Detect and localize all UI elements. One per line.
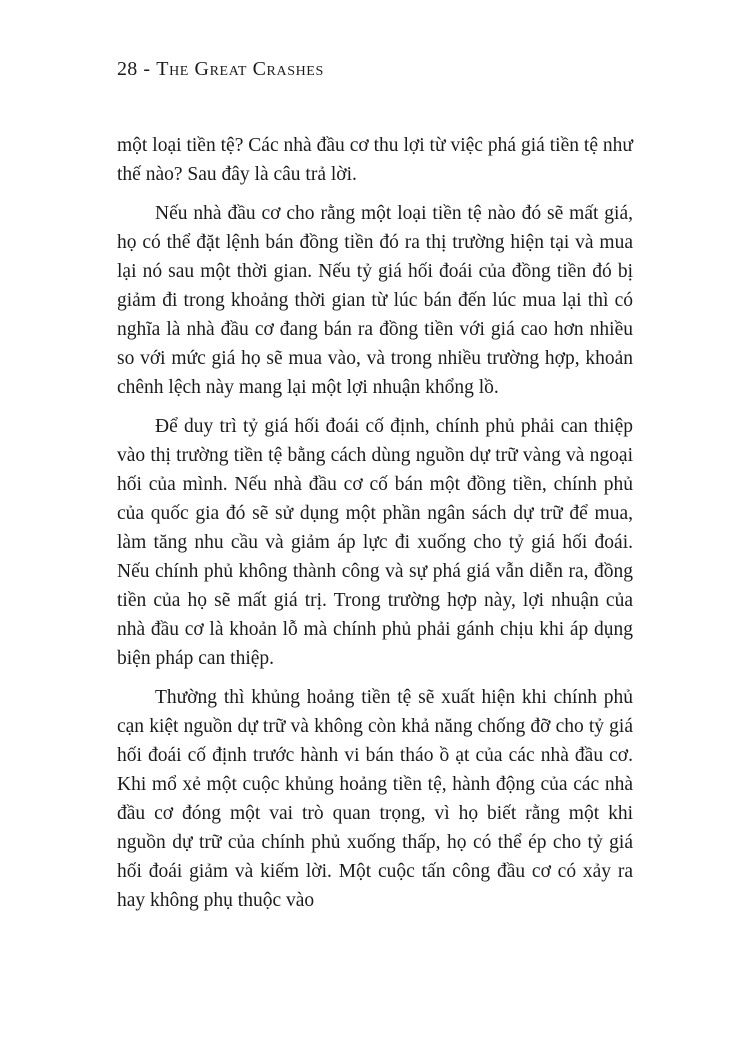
paragraph: một loại tiền tệ? Các nhà đầu cơ thu lợi từ việc phá giá tiền tệ như thế nào? Sau đây là câu trả lời. (117, 135, 633, 185)
book-title: The Great Crashes (156, 58, 324, 80)
body-text (117, 131, 633, 915)
page-number: 28 (117, 58, 138, 80)
paragraph: Thường thì khủng hoảng tiền tệ sẽ xuất hiện khi chính phủ cạn kiệt nguồn dự trữ và không còn khả năng chống đỡ cho tỷ giá hối đoái cố định trước hành vi bán tháo ồ ạt của các nhà đầu cơ. Khi mổ xẻ một cuộc khủng hoảng tiền tệ, hành động của các nhà đầu cơ đóng một vai trò quan trọng, vì họ biết rằng một khi nguồn dự trữ của chính phủ xuống thấp, họ có thể ép cho tỷ giá hối đoái giảm và kiếm lời. Một cuộc tấn công đầu cơ có xảy ra hay không phụ thuộc vào (117, 687, 633, 911)
paragraph: Nếu nhà đầu cơ cho rằng một loại tiền tệ nào đó sẽ mất giá, họ có thể đặt lệnh bán đồng tiền đó ra thị trường hiện tại và mua lại nó sau một thời gian. Nếu tỷ giá hối đoái của đồng tiền đó bị giảm đi trong khoảng thời gian từ lúc bán đến lúc mua lại thì có nghĩa là nhà đầu cơ đang bán ra đồng tiền với giá cao hơn nhiều so với mức giá họ sẽ mua vào, và trong nhiều trường hợp, khoản chênh lệch này mang lại một lợi nhuận khổng lồ. (117, 203, 633, 398)
page-header (117, 58, 633, 81)
paragraph: Để duy trì tỷ giá hối đoái cố định, chính phủ phải can thiệp vào thị trường tiền tệ bằng cách dùng nguồn dự trữ vàng và ngoại hối của mình. Nếu nhà đầu cơ cố bán một đồng tiền, chính phủ của quốc gia đó sẽ sử dụng một phần ngân sách dự trữ để mua, làm tăng nhu cầu và giảm áp lực đi xuống cho tỷ giá hối đoái. Nếu chính phủ không thành công và sự phá giá vẫn diễn ra, đồng tiền của họ sẽ mất giá trị. Trong trường hợp này, lợi nhuận của nhà đầu cơ là khoản lỗ mà chính phủ phải gánh chịu khi áp dụng biện pháp can thiệp. (117, 416, 633, 669)
header-separator: - (143, 58, 151, 80)
